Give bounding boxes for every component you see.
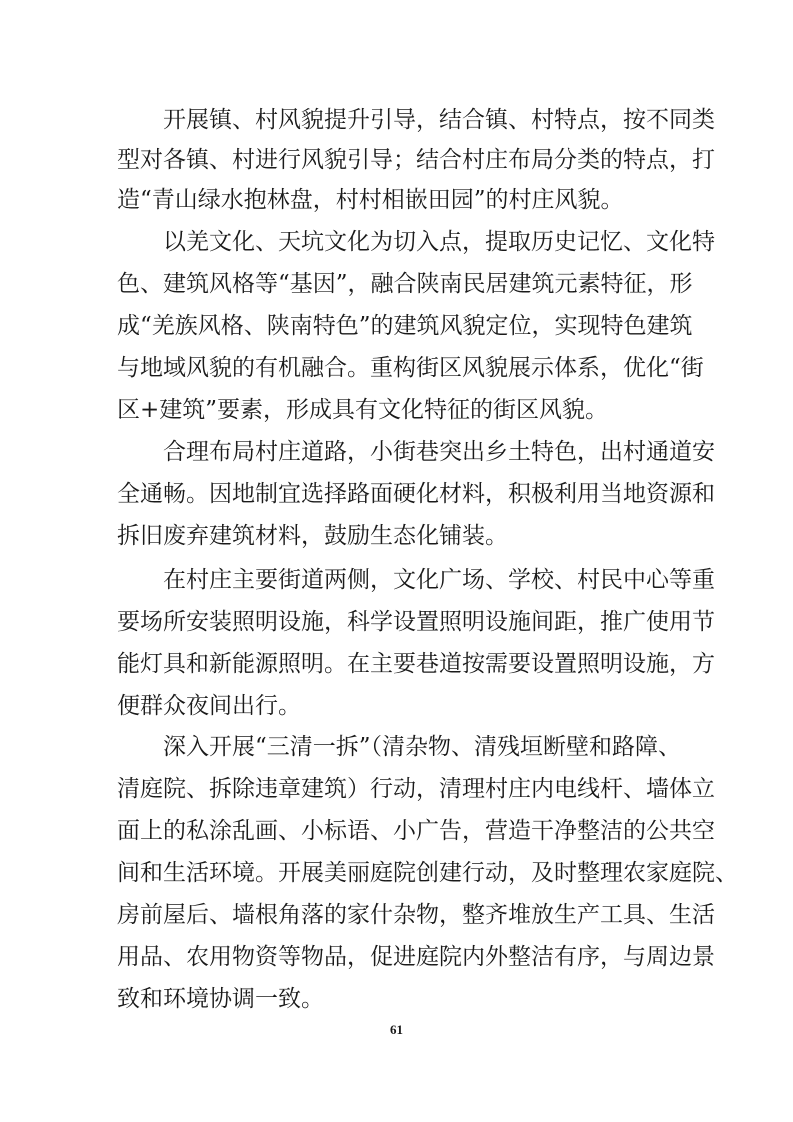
paragraph-line: 要场所安装照明设施，科学设置照明设施间距，推广使用节 — [117, 609, 715, 635]
paragraph-line: 成“羌族风格、陕南特色”的建筑风貌定位，实现特色建筑 — [117, 313, 693, 339]
paragraph-line: 色、建筑风格等“基因”，融合陕南民居建筑元素特征，形 — [117, 271, 693, 297]
paragraph-line: 拆旧废弃建筑材料，鼓励生态化铺装。 — [117, 523, 508, 549]
paragraph-line: 区+建筑”要素，形成具有文化特征的街区风貌。 — [117, 397, 609, 423]
paragraph-line: 在村庄主要街道两侧，文化广场、学校、村民中心等重 — [163, 567, 715, 593]
paragraph-line: 全通畅。因地制宜选择路面硬化材料，积极利用当地资源和 — [117, 481, 715, 507]
paragraph-line: 致和环境协调一致。 — [117, 986, 324, 1012]
paragraph-line: 房前屋后、墙根角落的家什杂物，整齐堆放生产工具、生活 — [117, 902, 715, 928]
paragraph-line: 便群众夜间出行。 — [117, 693, 301, 719]
paragraph-line: 能灯具和新能源照明。在主要巷道按需要设置照明设施，方 — [117, 651, 715, 677]
paragraph-line: 用品、农用物资等物品，促进庭院内外整洁有序，与周边景 — [117, 944, 715, 970]
paragraph-line: 型对各镇、村进行风貌引导；结合村庄布局分类的特点，打 — [117, 147, 715, 173]
paragraph-line: 造“青山绿水抱林盘，村村相嵌田园”的村庄风貌。 — [117, 187, 624, 213]
paragraph-line: 与地域风貌的有机融合。重构街区风貌展示体系，优化“街 — [117, 355, 704, 381]
paragraph-line: 合理布局村庄道路，小街巷突出乡土特色，出村通道安 — [163, 439, 715, 465]
paragraph-line: 深入开展“三清一拆”（清杂物、清残垣断壁和路障、 — [163, 734, 682, 760]
page-number: 61 — [390, 1022, 403, 1037]
paragraph-line: 清庭院、拆除违章建筑）行动，清理村庄内电线杆、墙体立 — [117, 776, 715, 802]
paragraph-line: 以羌文化、天坑文化为切入点，提取历史记忆、文化特 — [163, 229, 715, 255]
paragraph-line: 面上的私涂乱画、小标语、小广告，营造干净整洁的公共空 — [117, 818, 715, 844]
paragraph-line: 开展镇、村风貌提升引导，结合镇、村特点，按不同类 — [163, 107, 715, 133]
paragraph-line: 间和生活环境。开展美丽庭院创建行动，及时整理农家庭院、 — [117, 860, 738, 886]
